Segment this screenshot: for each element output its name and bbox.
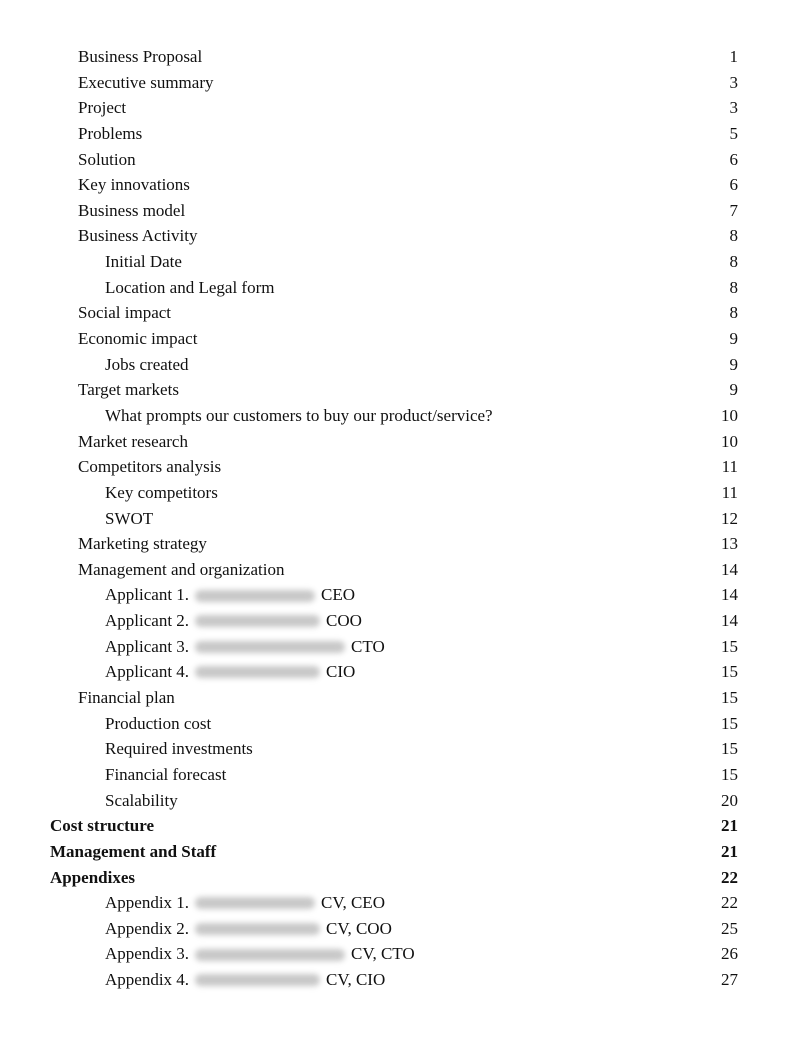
toc-entry[interactable]	[0, 198, 799, 224]
toc-entry-text: Required investments	[105, 739, 253, 759]
toc-entry-text: Target markets	[78, 380, 179, 400]
toc-entry-page-number: 3	[729, 98, 738, 118]
toc-entry-page-number: 3	[729, 72, 738, 92]
toc-entry-page-number: 8	[729, 226, 738, 246]
toc-entry-label	[105, 352, 189, 378]
toc-entry-label	[105, 506, 153, 532]
toc-entry-label	[105, 582, 355, 608]
toc-entry-page-number: 9	[729, 354, 738, 374]
toc-entry-page-number: 10	[721, 405, 738, 425]
toc-entry[interactable]	[0, 121, 799, 147]
toc-entry-text: Appendix 1.	[105, 893, 190, 913]
toc-entry[interactable]	[0, 608, 799, 634]
toc-entry-text: Scalability	[105, 790, 178, 810]
toc-entry[interactable]	[0, 890, 799, 916]
toc-entry-label	[105, 275, 274, 301]
toc-entry-text: Marketing strategy	[78, 534, 207, 554]
toc-entry-page-number: 8	[729, 252, 738, 272]
redacted-name	[195, 949, 345, 961]
toc-entry-page-number: 11	[721, 457, 738, 477]
toc-entry-text: Location and Legal form	[105, 277, 275, 297]
toc-entry-page-number: 11	[721, 482, 738, 502]
toc-entry-role: CTO	[351, 636, 385, 656]
toc-entry-text: Management and Staff	[50, 841, 217, 861]
toc-entry[interactable]	[0, 147, 799, 173]
toc-entry-page-number: 8	[729, 277, 738, 297]
toc-entry[interactable]	[0, 403, 799, 429]
toc-entry-label	[78, 147, 136, 173]
toc-entry-label	[105, 890, 385, 916]
toc-entry-page-number: 15	[721, 764, 738, 784]
toc-entry-label	[105, 480, 218, 506]
toc-entry-page-number: 15	[721, 713, 738, 733]
toc-entry-text: Appendix 2.	[105, 918, 190, 938]
toc-entry-label	[78, 95, 126, 121]
toc-entry-page-number: 9	[729, 329, 738, 349]
toc-entry-page-number: 14	[721, 611, 738, 631]
redacted-name	[195, 923, 320, 935]
toc-entry-text: Applicant 3.	[105, 636, 190, 656]
toc-entry[interactable]	[0, 249, 799, 275]
toc-entry-text: Cost structure	[50, 816, 155, 836]
toc-entry-label	[105, 916, 392, 942]
toc-entry[interactable]	[0, 275, 799, 301]
toc-entry-label	[105, 608, 362, 634]
toc-entry-label	[105, 634, 385, 660]
toc-entry-text: Economic impact	[78, 329, 198, 349]
toc-entry[interactable]	[0, 326, 799, 352]
toc-entry-label	[105, 967, 385, 993]
toc-entry-label	[78, 429, 188, 455]
toc-entry-text: Business model	[78, 200, 186, 220]
toc-entry-page-number: 21	[721, 816, 738, 836]
toc-entry-label	[78, 223, 197, 249]
toc-entry-text: Applicant 1.	[105, 585, 190, 605]
toc-entry-page-number: 26	[721, 944, 738, 964]
toc-entry-page-number: 27	[721, 970, 738, 990]
redacted-name	[195, 641, 345, 653]
toc-entry-text: Initial Date	[105, 252, 182, 272]
toc-entry-label	[78, 557, 284, 583]
toc-entry-text: Appendixes	[50, 867, 136, 887]
redacted-name	[195, 615, 320, 627]
toc-entry-role: CEO	[321, 585, 356, 605]
toc-entry-label	[50, 839, 216, 865]
toc-entry-text: Market research	[78, 431, 188, 451]
redacted-name	[195, 590, 315, 602]
toc-entry[interactable]	[0, 839, 799, 865]
toc-entry-label	[78, 121, 142, 147]
toc-entry[interactable]	[0, 736, 799, 762]
toc-entry-label	[50, 865, 135, 891]
toc-entry[interactable]	[0, 634, 799, 660]
toc-entry-label	[105, 659, 355, 685]
toc-entry-text: Jobs created	[105, 354, 189, 374]
toc-entry-label	[78, 531, 207, 557]
toc-entry[interactable]	[0, 352, 799, 378]
toc-entry-page-number: 10	[721, 431, 738, 451]
toc-entry-text: Applicant 4.	[105, 662, 190, 682]
toc-entry[interactable]	[0, 531, 799, 557]
toc-entry-page-number: 8	[729, 303, 738, 323]
toc-entry-text: Competitors analysis	[78, 457, 222, 477]
toc-entry[interactable]	[0, 711, 799, 737]
toc-entry-label	[105, 249, 182, 275]
toc-entry-text: Project	[78, 98, 127, 118]
toc-entry[interactable]	[0, 557, 799, 583]
toc-entry-text: SWOT	[105, 508, 154, 528]
toc-entry[interactable]	[0, 967, 799, 993]
toc-entry-label	[105, 788, 178, 814]
toc-entry-label	[78, 44, 202, 70]
toc-entry-page-number: 15	[721, 636, 738, 656]
toc-entry-text: Appendix 4.	[105, 970, 190, 990]
toc-entry-page-number: 22	[721, 867, 738, 887]
toc-entry-page-number: 7	[729, 200, 738, 220]
toc-entry-label	[78, 70, 214, 96]
toc-entry-role: CV, CIO	[326, 970, 386, 990]
toc-entry-text: What prompts our customers to buy our product/service?	[105, 405, 493, 425]
toc-entry[interactable]	[0, 582, 799, 608]
toc-entry-page-number: 12	[721, 508, 738, 528]
toc-entry-text: Production cost	[105, 713, 212, 733]
toc-entry-page-number: 1	[729, 47, 738, 66]
toc-entry-text: Key competitors	[105, 482, 218, 502]
toc-entry[interactable]	[0, 788, 799, 814]
toc-entry-label	[78, 454, 221, 480]
toc-entry[interactable]	[0, 762, 799, 788]
toc-entry-page-number: 20	[721, 790, 738, 810]
toc-entry[interactable]	[0, 429, 799, 455]
toc-entry[interactable]	[0, 223, 799, 249]
toc-entry-label	[78, 377, 179, 403]
toc-entry-text: Social impact	[78, 303, 172, 323]
toc-entry-text: Financial forecast	[105, 764, 227, 784]
toc-entry[interactable]	[0, 44, 799, 70]
toc-entry-page-number: 15	[721, 688, 738, 708]
toc-entry[interactable]	[0, 865, 799, 891]
toc-entry-label	[78, 172, 190, 198]
toc-entry-label	[78, 300, 171, 326]
toc-entry-text: Appendix 3.	[105, 944, 190, 964]
toc-entry-role: CV, CEO	[321, 893, 385, 913]
redacted-name	[195, 897, 315, 909]
toc-entry[interactable]	[0, 813, 799, 839]
toc-entry-label	[105, 736, 253, 762]
toc-entry-text: Solution	[78, 149, 136, 169]
toc-entry[interactable]	[0, 916, 799, 942]
toc-entry[interactable]	[0, 480, 799, 506]
toc-entry-text: Business Proposal	[78, 47, 203, 66]
toc-entry-page-number: 22	[721, 893, 738, 913]
toc-entry[interactable]	[0, 300, 799, 326]
toc-entry-page-number: 9	[729, 380, 738, 400]
toc-entry-page-number: 13	[721, 534, 738, 554]
toc-entry-text: Applicant 2.	[105, 611, 190, 631]
toc-entry[interactable]	[0, 506, 799, 532]
toc-entry[interactable]	[0, 454, 799, 480]
toc-entry-text: Financial plan	[78, 688, 175, 708]
toc-entry-page-number: 15	[721, 739, 738, 759]
toc-entry-label	[78, 685, 175, 711]
toc-entry-label	[50, 813, 154, 839]
toc-entry-page-number: 14	[721, 559, 738, 579]
toc-entry-page-number: 15	[721, 662, 738, 682]
toc-entry-text: Business Activity	[78, 226, 198, 246]
toc-entry-page-number: 21	[721, 841, 738, 861]
toc-entry-label	[105, 762, 226, 788]
toc-entry-page-number: 25	[721, 918, 738, 938]
toc-entry[interactable]	[0, 70, 799, 96]
toc-entry-label	[105, 711, 211, 737]
toc-entry-page-number: 5	[729, 123, 738, 143]
toc-entry[interactable]	[0, 172, 799, 198]
toc-entry-text: Executive summary	[78, 72, 214, 92]
toc-entry-role: CIO	[326, 662, 356, 682]
toc-entry-page-number: 6	[729, 149, 738, 169]
toc-entry-label	[78, 198, 185, 224]
toc-entry-label	[105, 403, 493, 429]
toc-entry-role: CV, COO	[326, 918, 392, 938]
redacted-name	[195, 974, 320, 986]
toc-entry-role: COO	[326, 611, 362, 631]
toc-entry-label	[78, 326, 197, 352]
toc-entry[interactable]	[0, 95, 799, 121]
toc-entry-text: Management and organization	[78, 559, 285, 579]
toc-entry-page-number: 14	[721, 585, 738, 605]
toc-entry[interactable]	[0, 659, 799, 685]
toc-entry-text: Problems	[78, 123, 143, 143]
toc-entry-page-number: 6	[729, 175, 738, 195]
toc-entry[interactable]	[0, 685, 799, 711]
toc-entry[interactable]	[0, 941, 799, 967]
table-of-contents	[0, 44, 799, 993]
toc-entry-text: Key innovations	[78, 175, 190, 195]
toc-entry-role: CV, CTO	[351, 944, 415, 964]
toc-entry-label	[105, 941, 415, 967]
redacted-name	[195, 666, 320, 678]
toc-entry[interactable]	[0, 377, 799, 403]
